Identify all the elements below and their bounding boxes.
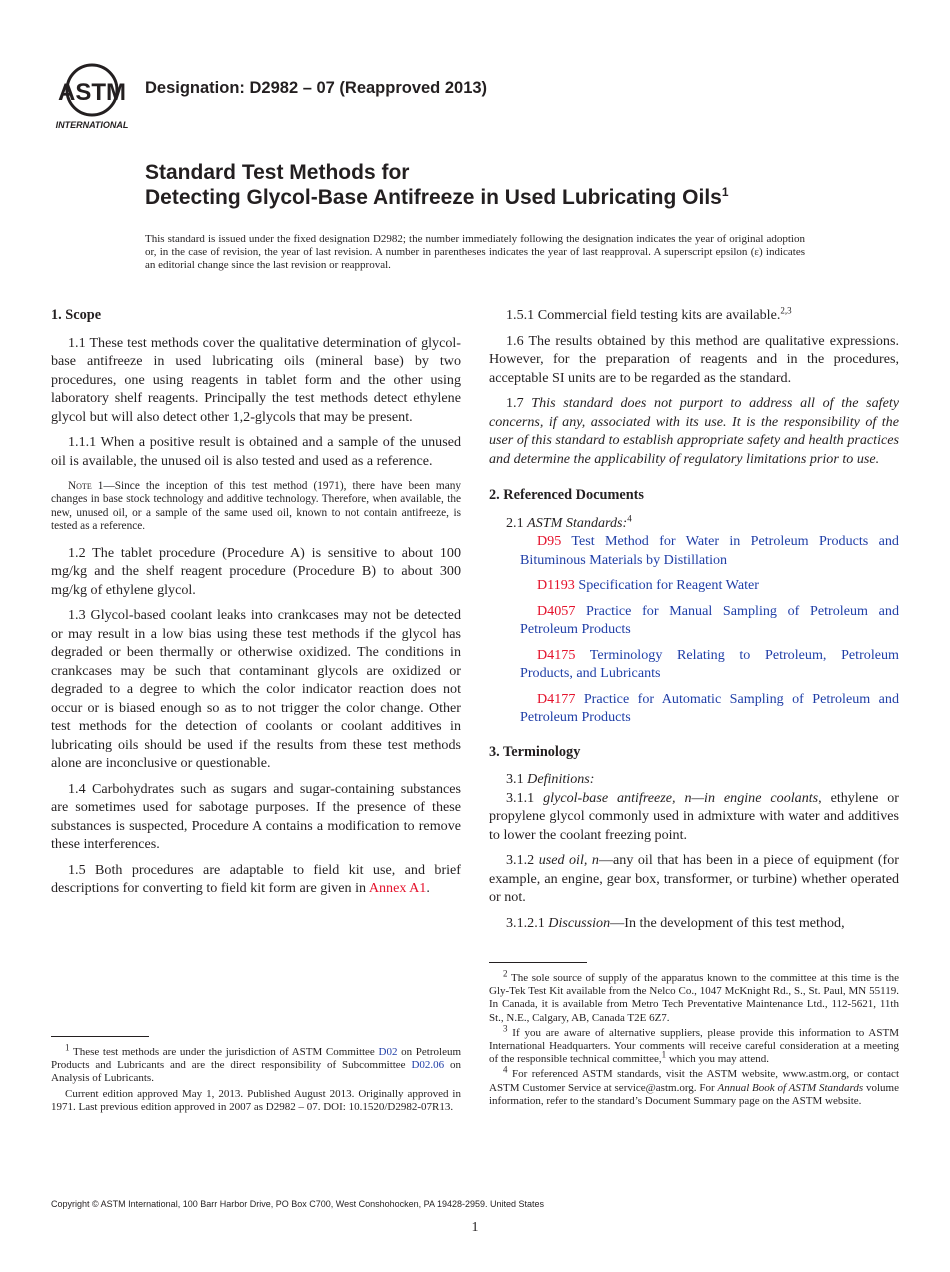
section-heading-scope: 1. Scope (51, 307, 102, 323)
reference-code[interactable]: D1193 (537, 577, 575, 593)
para-1-4: 1.4 Carbohydrates such as sugars and sugar-containing substances are sometimes used for sabotage purposes. If the presence of these substances is suspected, Procedure A contains a modification to remove these interferences. (51, 780, 461, 853)
reference-item[interactable] (489, 690, 899, 727)
footnote-current-edition: Current edition approved May 1, 2013. Published August 2013. Originally approved in 1971. Last previous edition approved in 2007 as D2982 – 07. DOI: 10.1520/D2982-07R13. (51, 1087, 461, 1113)
reference-list (489, 532, 899, 727)
reference-code[interactable]: D4177 (537, 690, 576, 707)
reference-code[interactable]: D4175 (537, 646, 576, 663)
column-left (51, 306, 461, 905)
footnote-1: $^1$ These test methods are under the jurisdiction of ASTM Committee D02 on Petroleum Products and Lubricants and are the direct responsibility of Subcommittee D02.06 on Analysis of Lubricants. (51, 1042, 462, 1085)
reference-title[interactable]: Specification for Reagent Water (578, 577, 759, 593)
reference-item[interactable] (489, 532, 899, 569)
footnotes-right (489, 968, 899, 1110)
title-footnote-mark: 1 (721, 185, 729, 199)
annex-a1-link[interactable]: Annex A1 (368, 880, 427, 897)
astm-logo-icon (52, 62, 134, 132)
d02-06-link[interactable]: D02.06 (411, 1059, 445, 1072)
page-number: 1 (471, 1220, 479, 1235)
para-3-1-2-1: 3.1.2.1 Discussion—In the development of this test method, (506, 914, 845, 931)
issue-note: This standard is issued under the fixed designation D2982; the number immediately following the designation indicates the year of original adoption or, in the case of revision, the year of last revision. A number in parentheses indicates the year of last reapproval. A superscript epsilon (ε) indicates an editorial change since the last revision or reapproval. (145, 233, 805, 271)
para-1-5: 1.5 Both procedures are adaptable to field kit use, and brief descriptions for converting to field kit form are given in Annex A1. (51, 861, 461, 897)
reference-title[interactable]: Practice for Automatic Sampling of Petroleum and Petroleum Products (520, 690, 899, 725)
para-1-1: 1.1 These test methods cover the qualitative determination of glycol-base antifreeze in used lubricating oils (mineral base) by two procedures, one using reagents in tablet form and the other using laboratory shelf reagents. Principally the test methods detect ethylene glycol but will also detect other 1,2-glycols that may be present. (51, 334, 461, 425)
para-1-5-1: 1.5.1 Commercial field testing kits are available.$^{2,3}$ (506, 305, 792, 323)
para-2-1: 2.1 ASTM Standards:$^4$ (506, 512, 632, 531)
reference-title[interactable]: Test Method for Water in Petroleum Products and Bituminous Materials by Distillation (520, 533, 899, 568)
footnote-rule-right (489, 962, 587, 963)
footnote-rule-left (51, 1036, 149, 1037)
astm-logo (52, 62, 134, 132)
logo-letters: ASTM (58, 79, 126, 106)
note-1: Note 1—Since the inception of this test method (1971), there have been many changes in base stock technology and additive technology. Therefore, when available, the new, unused oil, or a sample of the same used oil, known to not contain antifreeze, is tested as a reference. (51, 480, 462, 533)
designation: Designation: D2982 – 07 (Reapproved 2013) (145, 79, 488, 97)
para-3-1-2: 3.1.2 used oil, n—any oil that has been in a piece of equipment (for example, an engine, gear box, transformer, or turbine) whether operated or not. (489, 852, 899, 905)
title-line-2: Detecting Glycol-Base Antifreeze in Used Lubricating Oils$^1$ (145, 185, 729, 209)
section-heading-terminology: 3. Terminology (489, 743, 581, 760)
para-1-6: 1.6 The results obtained by this method are qualitative expressions. However, for the preparation of reagents and in the procedures, acceptable SI units are to be regarded as the standard. (489, 332, 899, 386)
reference-item[interactable] (489, 576, 899, 595)
footnote-4: $^4$ For referenced ASTM standards, visit the ASTM website, www.astm.org, or contact ASTM Customer Service at service@astm.org. For Annual Book of ASTM Standards volume information, refer to the standard’s Document Summary page on the ASTM website. (489, 1064, 899, 1107)
reference-code[interactable]: D4057 (537, 602, 576, 619)
para-1-1-1: 1.1.1 When a positive result is obtained and a sample of the unused oil is available, the unused oil is also tested and used as a reference. (51, 434, 461, 469)
reference-code[interactable]: D95 (537, 533, 562, 549)
reference-title[interactable]: Practice for Manual Sampling of Petroleum and Petroleum Products (520, 602, 899, 637)
footnote-2: $^2$ The sole source of supply of the apparatus known to the committee at this time is the Gly-Tek Test Kit available from the Nelco Co., 1047 McKnight Rd., S., St. Paul, MN 55119. In Canada, it is available from Metro Tech Preventative Maintenance Ltd., 112-5621, 11th St., N.E., Calgary, AB, Canada T2E 6Z7. (489, 968, 899, 1024)
footnote-3: $^3$ If you are aware of alternative suppliers, please provide this information to ASTM International Headquarters. Your comments will receive careful consideration at a meeting of the responsible technical committee,$^1$ which you may attend. (489, 1023, 899, 1066)
para-1-7: 1.7 This standard does not purport to address all of the safety concerns, if any, associated with its use. It is the responsibility of the user of this standard to establish appropriate safety and health practices and determine the applicability of regulatory limitations prior to use. (489, 395, 900, 467)
column-right (489, 306, 899, 939)
footnotes-left (51, 1042, 462, 1116)
para-1-3: 1.3 Glycol-based coolant leaks into crankcases may not be detected or may result in a low bias using these test methods if the glycol has degraded or been thermally or otherwise oxidized. The conditions in crankcases may be such that contaminant glycols are oxidized or degraded to a degree to which the color indicator reaction does not occur or is biased enough so as to not trigger the color change. Other test methods for the detection of coolants or coolant additives in lubricating oils should be used if the results from these test methods alone are inconclusive or questionable. (51, 607, 461, 772)
para-3-1: 3.1 Definitions: (506, 771, 595, 787)
reference-item[interactable] (489, 646, 899, 683)
section-heading-referenced: 2. Referenced Documents (489, 487, 644, 503)
logo-text: INTERNATIONAL (55, 120, 129, 130)
d02-link[interactable]: D02 (378, 1046, 398, 1058)
copyright: Copyright © ASTM International, 100 Barr Harbor Drive, PO Box C700, West Conshohocken, PA 19428-2959. United States (51, 1199, 545, 1209)
reference-title[interactable]: Terminology Relating to Petroleum, Petroleum Products, and Lubricants (520, 646, 899, 681)
para-3-1-1: 3.1.1 glycol-base antifreeze, n—in engine coolants, ethylene or propylene glycol commonly used in admixture with water and additives to lower the coolant freezing point. (489, 789, 899, 843)
title-line-1: Standard Test Methods for (145, 161, 410, 184)
reference-item[interactable] (489, 602, 899, 639)
para-1-2: 1.2 The tablet procedure (Procedure A) is sensitive to about 100 mg/kg and the shelf reagent procedure (Procedure B) to about 300 mg/kg of ethylene glycol. (51, 544, 461, 598)
document-title (145, 160, 729, 210)
